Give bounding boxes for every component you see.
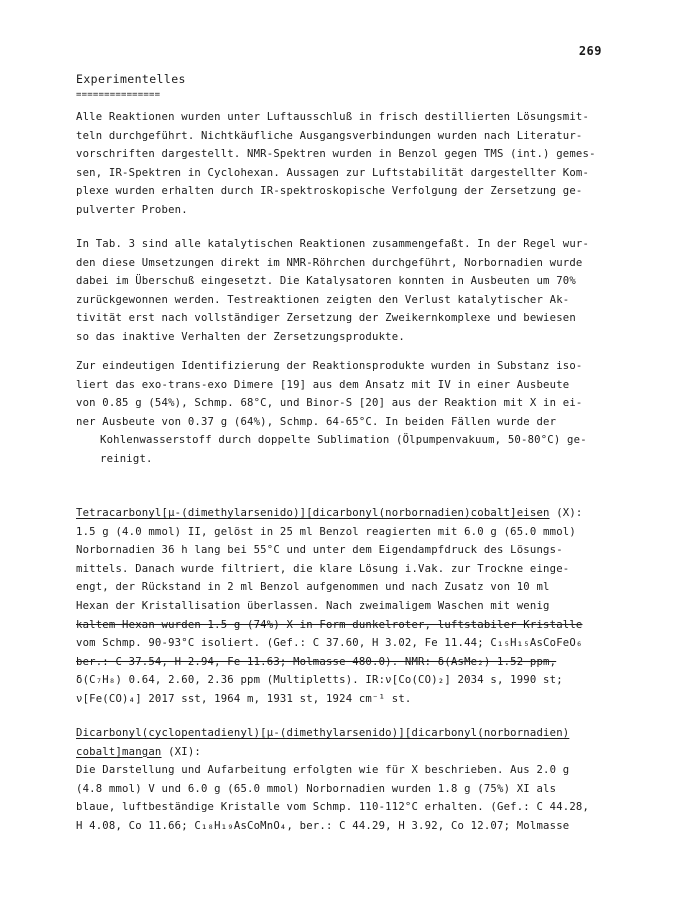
text-line: Kohlenwasserstoff durch doppelte Sublimation (Ölpumpenvakuum, 50-80°C) ge- — [100, 434, 587, 447]
compound-x-title: Tetracarbonyl[μ-(dimethylarsenido)][dicarbonyl(norbornadien)cobalt]eisen — [76, 507, 550, 519]
text-line: vom Schmp. 90-93°C isoliert. (Gef.: C 37.60, H 3.02, Fe 11.44; C₁₅H₁₅AsCoFeO₆ — [76, 637, 583, 650]
section-heading: Experimentelles — [76, 72, 186, 86]
text-line: plexe wurden erhalten durch IR-spektroskopische Verfolgung der Zersetzung ge- — [76, 185, 583, 198]
text-line: pulverter Proben. — [76, 203, 188, 216]
text-line: (4.8 mmol) V und 6.0 g (65.0 mmol) Norbornadien wurden 1.8 g (75%) XI als — [76, 782, 557, 795]
text-line: mittels. Danach wurde filtriert, die klare Lösung i.Vak. zur Trockne einge- — [76, 562, 570, 575]
text-line: H 4.08, Co 11.66; C₁₈H₁₉AsCoMnO₄, ber.: C 44.29, H 3.92, Co 12.07; Molmasse — [76, 819, 570, 832]
paragraph-product-identification — [76, 357, 606, 469]
text-line: blaue, luftbeständige Kristalle vom Schmp. 110-112°C erhalten. (Gef.: C 44.28, — [76, 801, 590, 814]
text-line: Die Darstellung und Aufarbeitung erfolgten wie für X beschrieben. Aus 2.0 g — [76, 764, 570, 777]
text-line: ner Ausbeute von 0.37 g (64%), Schmp. 64-65°C. In beiden Fällen wurde der — [76, 415, 557, 428]
text-line: kaltem Hexan wurden 1.5 g (74%) X in Form dunkelroter, luftstabiler Kristalle — [76, 618, 583, 631]
compound-xi-title-part1: Dicarbonyl(cyclopentadienyl)[μ-(dimethylarsenido)][dicarbonyl(norbornadien) — [76, 727, 570, 739]
text-line: vorschriften dargestellt. NMR-Spektren wurden in Benzol gegen TMS (int.) gemes- — [76, 148, 596, 161]
compound-xi-title-part2: cobalt]mangan — [76, 745, 162, 758]
text-line: sen, IR-Spektren in Cyclohexan. Aussagen zur Luftstabilität dargestellter Kom- — [76, 166, 590, 179]
compound-xi-heading-line2 — [76, 743, 606, 762]
text-line: Hexan der Kristallisation überlassen. Nach zweimaligem Waschen mit wenig — [76, 599, 550, 612]
text-line: ν[Fe(CO)₄] 2017 sst, 1964 m, 1931 st, 1924 cm⁻¹ st. — [76, 692, 412, 705]
text-line: reinigt. — [100, 452, 153, 465]
compound-x-label: (X): — [549, 507, 583, 519]
text-line: engt, der Rückstand in 2 ml Benzol aufgenommen und nach Zusatz von 10 ml — [76, 581, 550, 594]
text-line: dabei im Überschuß eingesetzt. Die Katalysatoren konnten in Ausbeuten um 70% — [76, 275, 576, 288]
text-line: ber.: C 37.54, H 2.94, Fe 11.63; Molmasse 480.0). NMR: δ(AsMe₂) 1.52 ppm, — [76, 655, 557, 668]
compound-xi-label: (XI): — [161, 745, 201, 758]
text-line: zurückgewonnen werden. Testreaktionen zeigten den Verlust katalytischer Ak- — [76, 293, 570, 306]
paragraph-general-methods — [76, 108, 606, 220]
text-line: 1.5 g (4.0 mmol) II, gelöst in 25 ml Benzol reagierten mit 6.0 g (65.0 mmol) — [76, 525, 576, 538]
compound-x-heading — [76, 504, 606, 523]
text-line: Zur eindeutigen Identifizierung der Reaktionsprodukte wurden in Substanz iso- — [76, 360, 583, 372]
text-line: tivität erst nach vollständiger Zersetzung der Zweikernkomplexe und bewiesen — [76, 312, 576, 325]
text-line: Norbornadien 36 h lang bei 55°C und unter dem Eigendampfdruck des Lösungs- — [76, 544, 563, 557]
text-line: von 0.85 g (54%), Schmp. 68°C, und Binor-S [20] aus der Reaktion mit X in ei- — [76, 397, 583, 410]
compound-x-section — [76, 504, 606, 709]
text-line: liert das exo-trans-exo Dimere [19] aus dem Ansatz mit IV in einer Ausbeute — [76, 378, 570, 391]
text-line: δ(C₇H₈) 0.64, 2.60, 2.36 ppm (Multipletts). IR:ν[Co(CO)₂] 2034 s, 1990 st; — [76, 674, 563, 687]
compound-xi-section — [76, 724, 606, 836]
text-line: teln durchgeführt. Nichtkäufliche Ausgangsverbindungen wurden nach Literatur- — [76, 129, 583, 142]
text-line: Alle Reaktionen wurden unter Luftausschluß in frisch destillierten Lösungsmit- — [76, 111, 590, 123]
text-line: so das inaktive Verhalten der Zersetzungsprodukte. — [76, 330, 405, 343]
text-line: den diese Umsetzungen direkt im NMR-Röhrchen durchgeführt, Norbornadien wurde — [76, 256, 583, 269]
page-number: 269 — [578, 44, 602, 58]
text-line: In Tab. 3 sind alle katalytischen Reaktionen zusammengefaßt. In der Regel wur- — [76, 238, 590, 250]
paragraph-catalytic-reactions — [76, 235, 606, 347]
compound-xi-heading-line1 — [76, 724, 606, 743]
section-heading-rule: =============== — [76, 90, 161, 100]
